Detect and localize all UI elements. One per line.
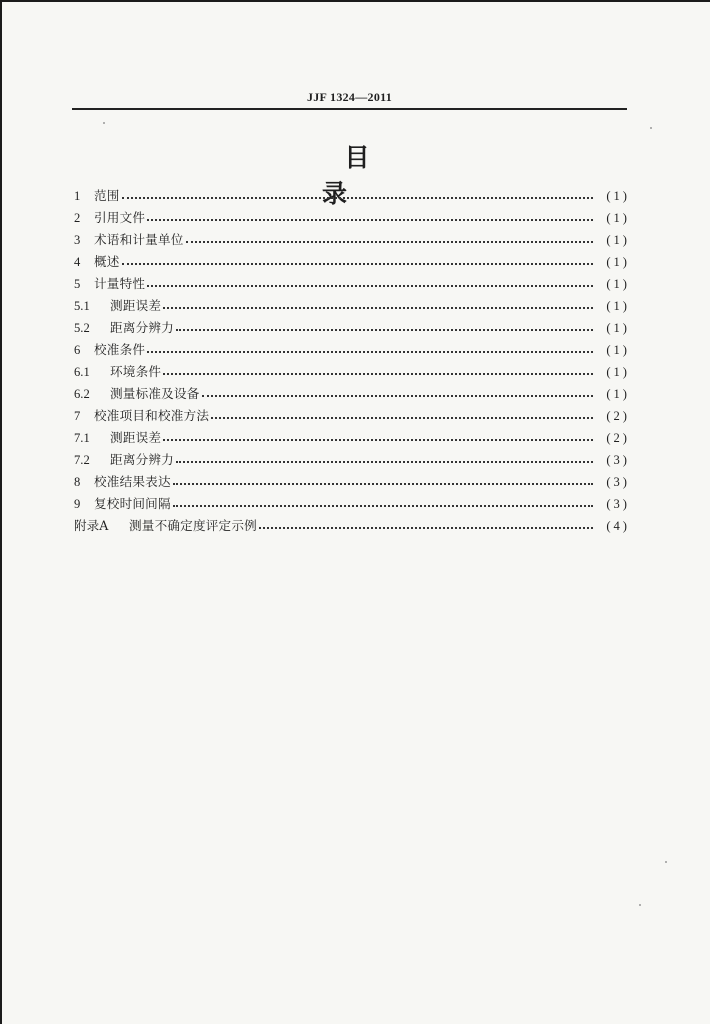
toc-entry-label: 环境条件 bbox=[110, 364, 162, 379]
toc-entry-number: 5.2 bbox=[74, 321, 90, 335]
toc-entry-label: 测距误差 bbox=[110, 298, 162, 313]
toc-entry-page: (1) bbox=[606, 343, 630, 357]
toc-entry-number: 6 bbox=[74, 343, 81, 357]
toc-entry-label: 测距误差 bbox=[110, 430, 162, 445]
toc-entry-number: 1 bbox=[74, 189, 81, 203]
toc-entry-page: (3) bbox=[606, 497, 630, 511]
toc-entry bbox=[74, 273, 630, 295]
toc-entry-page: (1) bbox=[606, 255, 630, 269]
toc-leader-dots bbox=[259, 526, 593, 529]
header-rule bbox=[72, 108, 627, 110]
toc-entry-label: 距离分辨力 bbox=[110, 320, 174, 335]
toc-entry-page: (1) bbox=[606, 189, 630, 203]
toc-leader-dots bbox=[122, 262, 593, 265]
toc-entry-number: 7.1 bbox=[74, 431, 90, 445]
toc-leader-dots bbox=[176, 328, 593, 331]
page-title: 目 录 bbox=[321, 143, 415, 208]
toc-entry-number: 附录A bbox=[74, 518, 109, 533]
toc-entry-label: 校准结果表达 bbox=[94, 474, 171, 489]
paper-speck bbox=[665, 861, 667, 863]
toc-entry-label: 概述 bbox=[94, 254, 120, 269]
toc-entry bbox=[74, 251, 630, 273]
toc-entry bbox=[74, 515, 630, 537]
toc-entry-label: 校准项目和校准方法 bbox=[94, 408, 210, 423]
toc-entry-page: (1) bbox=[606, 387, 630, 401]
toc-entry-number: 8 bbox=[74, 475, 81, 489]
toc-entry-page: (1) bbox=[606, 365, 630, 379]
toc-entry-page: (2) bbox=[606, 431, 630, 445]
toc-leader-dots bbox=[147, 350, 593, 353]
toc-entry-page: (1) bbox=[606, 211, 630, 225]
toc-entry-number: 6.2 bbox=[74, 387, 90, 401]
toc-entry-label: 计量特性 bbox=[94, 276, 146, 291]
toc-leader-dots bbox=[202, 394, 593, 397]
toc-entry-number: 7 bbox=[74, 409, 81, 423]
toc-leader-dots bbox=[163, 306, 593, 309]
toc-entry bbox=[74, 317, 630, 339]
toc-leader-dots bbox=[211, 416, 593, 419]
toc-entry-label: 测量标准及设备 bbox=[110, 386, 200, 401]
toc-entry-label: 引用文件 bbox=[94, 210, 146, 225]
toc-entry bbox=[74, 229, 630, 251]
toc-leader-dots bbox=[176, 460, 593, 463]
toc-leader-dots bbox=[147, 218, 593, 221]
toc-leader-dots bbox=[122, 196, 593, 199]
paper-speck bbox=[639, 904, 641, 906]
toc-entry bbox=[74, 427, 630, 449]
toc-entry-page: (2) bbox=[606, 409, 630, 423]
toc-entry bbox=[74, 383, 630, 405]
toc-entry-page: (1) bbox=[606, 321, 630, 335]
toc-entry-label: 复校时间间隔 bbox=[94, 496, 171, 511]
toc-entry bbox=[74, 185, 630, 207]
toc-entry-number: 5.1 bbox=[74, 299, 90, 313]
table-of-contents bbox=[74, 185, 630, 537]
toc-entry bbox=[74, 339, 630, 361]
standard-number: JJF 1324—2011 bbox=[306, 90, 393, 104]
toc-entry bbox=[74, 295, 630, 317]
toc-entry-page: (1) bbox=[606, 277, 630, 291]
toc-entry-label: 校准条件 bbox=[94, 342, 146, 357]
toc-entry-number: 2 bbox=[74, 211, 81, 225]
toc-entry-number: 5 bbox=[74, 277, 81, 291]
toc-leader-dots bbox=[163, 438, 593, 441]
toc-entry-label: 测量不确定度评定示例 bbox=[129, 518, 257, 533]
toc-entry bbox=[74, 493, 630, 515]
toc-entry bbox=[74, 405, 630, 427]
paper-speck bbox=[650, 127, 652, 129]
paper-speck bbox=[103, 122, 105, 124]
toc-entry-label: 范围 bbox=[94, 188, 120, 203]
toc-entry-number: 9 bbox=[74, 497, 81, 511]
toc-entry-page: (3) bbox=[606, 453, 630, 467]
toc-entry bbox=[74, 361, 630, 383]
toc-entry bbox=[74, 207, 630, 229]
toc-entry-page: (4) bbox=[606, 519, 630, 533]
toc-leader-dots bbox=[173, 482, 593, 485]
toc-entry-number: 7.2 bbox=[74, 453, 90, 467]
toc-entry-number: 3 bbox=[74, 233, 81, 247]
toc-entry-page: (3) bbox=[606, 475, 630, 489]
toc-entry-label: 距离分辨力 bbox=[110, 452, 174, 467]
toc-entry-page: (1) bbox=[606, 233, 630, 247]
toc-entry bbox=[74, 471, 630, 493]
toc-leader-dots bbox=[147, 284, 593, 287]
toc-entry bbox=[74, 449, 630, 471]
toc-entry-number: 4 bbox=[74, 255, 81, 269]
toc-leader-dots bbox=[173, 504, 593, 507]
toc-leader-dots bbox=[163, 372, 593, 375]
toc-entry-label: 术语和计量单位 bbox=[94, 232, 184, 247]
toc-entry-number: 6.1 bbox=[74, 365, 90, 379]
toc-leader-dots bbox=[186, 240, 593, 243]
toc-entry-page: (1) bbox=[606, 299, 630, 313]
